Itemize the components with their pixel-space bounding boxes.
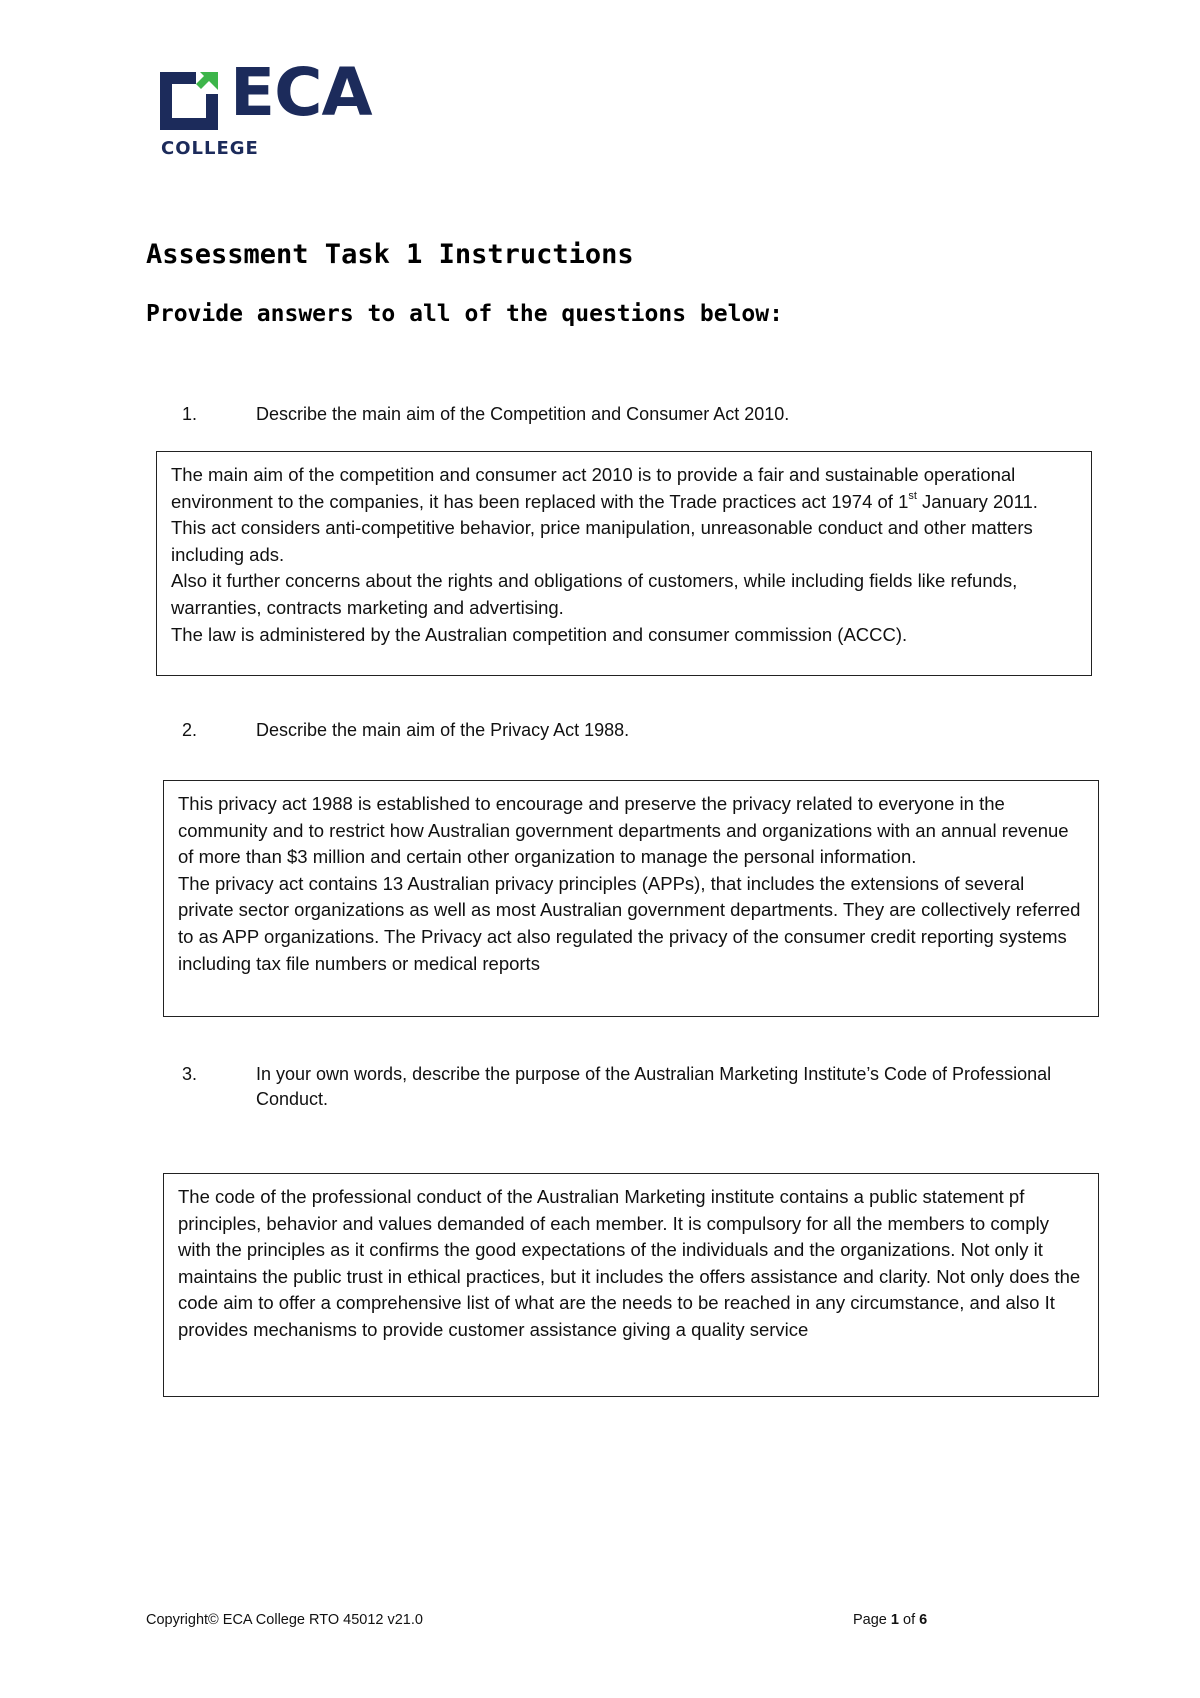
question-text: Describe the main aim of the Privacy Act 1988. xyxy=(256,720,630,740)
answer-paragraph: Also it further concerns about the rights and obligations of customers, while including fields like refunds, warranties, contracts marketing and advertising. xyxy=(171,570,1018,618)
answer-box-1[interactable] xyxy=(156,451,1092,676)
page-title: Assessment Task 1 Instructions xyxy=(146,239,634,270)
eca-logo-mark-icon xyxy=(160,72,218,130)
question-text: In your own words, describe the purpose of the Australian Marketing Institute’s Code of Professional Conduct. xyxy=(256,1064,1052,1109)
question-text: Describe the main aim of the Competition and Consumer Act 2010. xyxy=(256,404,790,424)
eca-college-logo xyxy=(160,54,420,165)
question-number: 1. xyxy=(182,404,198,424)
answer-paragraph: The main aim of the competition and consumer act 2010 is to provide a fair and sustainable operational environment to the companies, it has been replaced with the Trade practices act 1974 of 1st January 2011. This act considers anti-competitive behavior, price manipulation, unreasonable conduct and other matters including ads. xyxy=(171,464,1038,565)
question-number: 3. xyxy=(182,1064,198,1084)
answer-paragraph: The privacy act contains 13 Australian privacy principles (APPs), that includes the extensions of several private sector organizations as well as most Australian government departments. They are collectively referred to as APP organizations. The Privacy act also regulated the privacy of the consumer credit reporting systems including tax file numbers or medical reports xyxy=(178,872,1081,974)
answer-paragraph: This privacy act 1988 is established to encourage and preserve the privacy related to everyone in the community and to restrict how Australian government departments and organizations with an annual revenue of more than $3 million and certain other organization to manage the personal information. xyxy=(178,793,1069,868)
logo-subtitle: COLLEGE xyxy=(161,138,259,159)
answer-paragraph: The code of the professional conduct of the Australian Marketing institute contains a public statement pf principles, behavior and values demanded of each member. It is compulsory for all the members to comply with the principles as it confirms the good expectations of the individuals and the organizations. Not only it maintains the public trust in ethical practices, but it includes the offers assistance and clarity. Not only does the code aim to offer a comprehensive list of what are the needs to be reached in any circumstance, and also It provides mechanisms to provide customer assistance giving a quality service xyxy=(178,1186,1081,1340)
answer-box-2[interactable] xyxy=(163,780,1099,1017)
answer-box-3[interactable] xyxy=(163,1173,1099,1397)
question-number: 2. xyxy=(182,720,198,740)
footer-copyright: Copyright© ECA College RTO 45012 v21.0 xyxy=(146,1612,423,1628)
logo-wordmark: ECA xyxy=(230,54,372,131)
footer-page-number: Page 1 of 6 xyxy=(853,1612,928,1628)
answer-paragraph: The law is administered by the Australian competition and consumer commission (ACCC). xyxy=(171,623,908,645)
page-subtitle: Provide answers to all of the questions below: xyxy=(146,301,783,327)
